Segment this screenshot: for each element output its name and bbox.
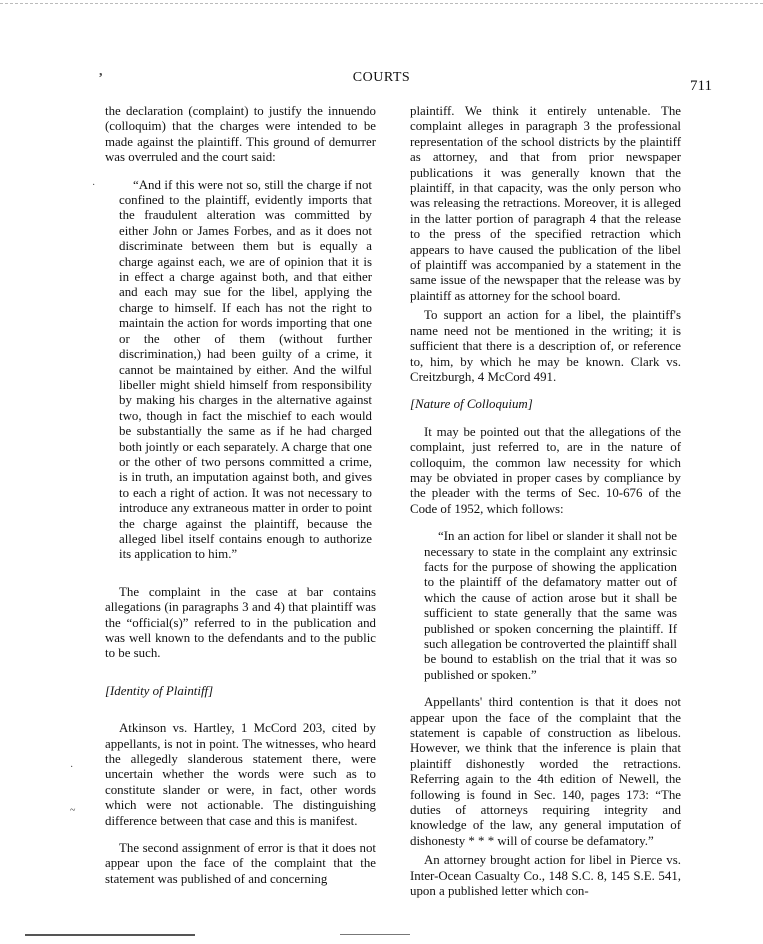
section-heading: [Identity of Plaintiff] (105, 683, 214, 698)
paragraph: The complaint in the case at bar contains allegations (in paragraphs 3 and 4) that plaintiff was the “official(s)” referred to in the publication and was well known to the defendants and to the public to be such. (105, 584, 376, 661)
scan-mark: ~ (70, 805, 76, 816)
paragraph: plaintiff. We think it entirely untenable. The complaint alleges in paragraph 3 the professional representation of the school districts by the plaintiff as attorney, and that from prior newspaper publications it was generally known that the plaintiff, in that capacity, was the only person who was releasing the retractions. Moreover, it is alleged in the latter portion of paragraph 4 that the release to the press of the specified retraction which appears to have caused the publication of the libel of plaintiff was accompanied by a statement in the same issue of the newspaper that the release was by plaintiff as attorney for the school board. (410, 104, 681, 303)
forbes-quotation: “And if this were not so, still the charge if not confined to the plaintiff, evidently imports that the fraudulent alteration was committed by either John or James Forbes, and as it does not discriminate between them but is equally a charge against each, we are of opinion that it is in effect a charge against both, and that either and each may sue for the libel, applying the charge to himself. If each has not the right to maintain the action for words importing that one or the other of them (without further discrimination,) had been guilty of a crime, it cannot be maintained by either. And the wilful libeller might shield himself from responsibility by making his charges in the alternative against two, though in fact the mischief to each would be substantially the same as if he had charged both jointly or each separately. A charge that one or the other of two persons committed a crime, is in truth, an imputation against both, and gives to each a right of action. It was not necessary to introduce any extraneous matter in order to point the charge against the plaintiff, because the alleged libel itself contains enough to authorize its application to him.” (119, 177, 372, 562)
paragraph: To support an action for a libel, the plaintiff's name need not be mentioned in the writing; it is sufficient that there is a description of, or reference to, him, by which he may be known. Clark vs. Creitzburgh, 4 McCord 491. (410, 308, 681, 384)
footer-rule (340, 934, 410, 935)
statute-quotation: “In an action for libel or slander it shall not be necessary to state in the complaint any extrinsic facts for the purpose of showing the application to the plaintiff of the defamatory matter out of which the cause of action arose but it shall be sufficient to state generally that the same was published or spoken concerning the plaintiff. If such allegation be controverted the plaintiff shall be bound to establish on the trial that it was so published or spoken.” (424, 529, 677, 682)
paragraph: An attorney brought action for libel in Pierce vs. Inter-Ocean Casualty Co., 148 S.C. 8, 145 S.E. 541, upon a published letter which con- (410, 853, 681, 899)
paragraph: Appellants' third contention is that it does not appear upon the face of the complaint that the statement is capable of construction as libelous. However, we think that the inference is plain that plaintiff dishonestly worded the retractions. Referring again to the 4th edition of Newell, the following is found in Sec. 140, pages 173: “The duties of attorneys requiring integrity and knowledge of the law, any general imputation of dishonesty * * * will of course be defamatory.” (410, 695, 681, 848)
paragraph: It may be pointed out that the allegations of the complaint, just referred to, are in the nature of colloquim, the common law necessity for which may be obviated in proper cases by compliance by the pleader with the terms of Sec. 10-676 of the Code of 1952, which follows: (410, 424, 681, 516)
running-head: COURTS (352, 70, 411, 85)
page-number: 711 (690, 78, 712, 94)
paragraph: The second assignment of error is that it does not appear upon the face of the complaint that the statement was published of and concerning (105, 841, 376, 886)
scan-mark: · (70, 762, 74, 773)
scan-edge-rule (0, 3, 763, 4)
section-heading: [Nature of Colloquium] (410, 397, 533, 412)
intro-paragraph: the declaration (complaint) to justify the innuendo (colloquim) that the charges were intended to be made against the plaintiff. This ground of demurrer was overruled and the court said: (105, 104, 376, 165)
scan-mark: , (99, 64, 103, 79)
left-column (105, 104, 376, 887)
paragraph: Atkinson vs. Hartley, 1 McCord 203, cited by appellants, is not in point. The witnesses, who heard the allegedly slanderous statement there, were uncertain whether the words were such as to constitute slander or were, in fact, other words which were not actionable. The distinguishing difference between that case and this is manifest. (105, 721, 376, 828)
footer-rule (25, 934, 195, 936)
right-column (410, 104, 681, 900)
scan-mark: · (92, 180, 96, 191)
